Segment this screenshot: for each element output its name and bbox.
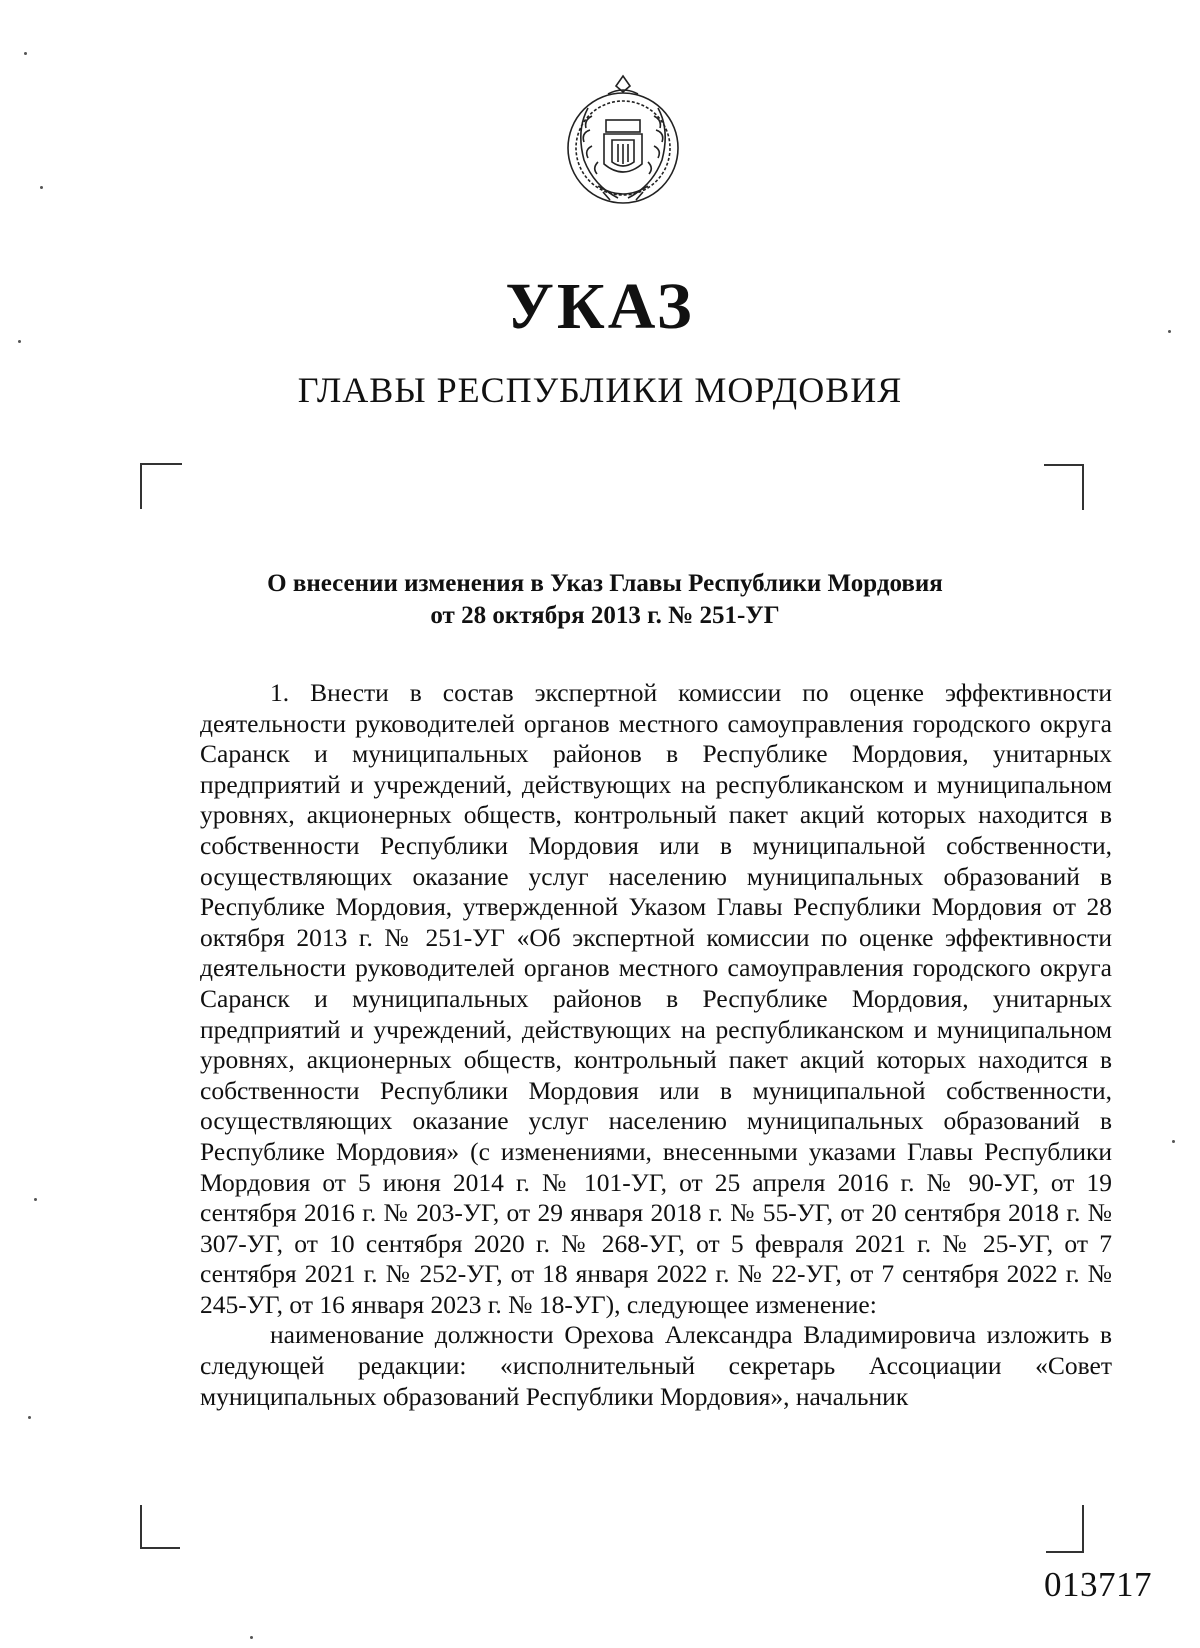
scan-speck xyxy=(1168,330,1171,333)
corner-mark-top-right xyxy=(1044,464,1084,510)
coat-of-arms-emblem-icon xyxy=(548,68,698,218)
corner-mark-top-left xyxy=(140,463,182,509)
scan-speck xyxy=(1172,1140,1175,1143)
scan-speck xyxy=(28,1416,31,1419)
decree-heading xyxy=(200,568,1010,632)
scan-speck xyxy=(40,186,43,189)
document-title: УКАЗ xyxy=(505,270,695,343)
scan-speck xyxy=(34,1198,37,1201)
document-issuer: ГЛАВЫ РЕСПУБЛИКИ МОРДОВИЯ xyxy=(297,370,903,410)
document-serial-number: 013717 xyxy=(1044,1565,1152,1604)
scan-speck xyxy=(250,1636,253,1639)
decree-body xyxy=(200,678,1112,1412)
decree-paragraph-1: 1. Внести в состав экспертной комиссии по оценке эффективности деятельности руководителей органов местного самоуправления городского округа Саранск и муниципальных районов в Республике Мордовия, унитарных предприятий и учреждений, действующих на республиканском и муниципальном уровнях, акционерных обществ, контрольный пакет акций которых находится в собственности Республики Мордовия или в муниципальной собственности, осуществляющих оказание услуг населению муниципальных образований в Республике Мордовия, утвержденной Указом Главы Республики Мордовия от 28 октября 2013 г. № 251-УГ «Об экспертной комиссии по оценке эффективности деятельности руководителей органов местного самоуправления городского округа Саранск и муниципальных районов в Республике Мордовия, унитарных предприятий и учреждений, действующих на республиканском и муниципальном уровнях, акционерных обществ, контрольный пакет акций которых находится в собственности Республики Мордовия или в муниципальной собственности, осуществляющих оказание услуг населению муниципальных образований в Республике Мордовия» (с изменениями, внесенными указами Главы Республики Мордовия от 5 июня 2014 г. № 101-УГ, от 25 апреля 2016 г. № 90-УГ, от 19 сентября 2016 г. № 203-УГ, от 29 января 2018 г. № 55-УГ, от 20 сентября 2018 г. № 307-УГ, от 10 сентября 2020 г. № 268-УГ, от 5 февраля 2021 г. № 25-УГ, от 7 сентября 2021 г. № 252-УГ, от 18 января 2022 г. № 22-УГ, от 7 сентября 2022 г. № 245-УГ, от 16 января 2023 г. № 18-УГ), следующее изменение: xyxy=(200,678,1112,1319)
corner-mark-bottom-left xyxy=(140,1505,180,1549)
scan-speck xyxy=(18,340,21,343)
corner-mark-bottom-right xyxy=(1046,1505,1084,1553)
scan-speck xyxy=(24,52,27,55)
decree-heading-line-1: О внесении изменения в Указ Главы Республики Мордовия xyxy=(267,570,943,597)
decree-paragraph-2: наименование должности Орехова Александра Владимировича изложить в следующей редакции: «исполнительный секретарь Ассоциации «Совет муниципальных образований Республики Мордовия», начальник xyxy=(200,1320,1112,1411)
decree-heading-line-2: от 28 октября 2013 г. № 251-УГ xyxy=(430,602,780,629)
